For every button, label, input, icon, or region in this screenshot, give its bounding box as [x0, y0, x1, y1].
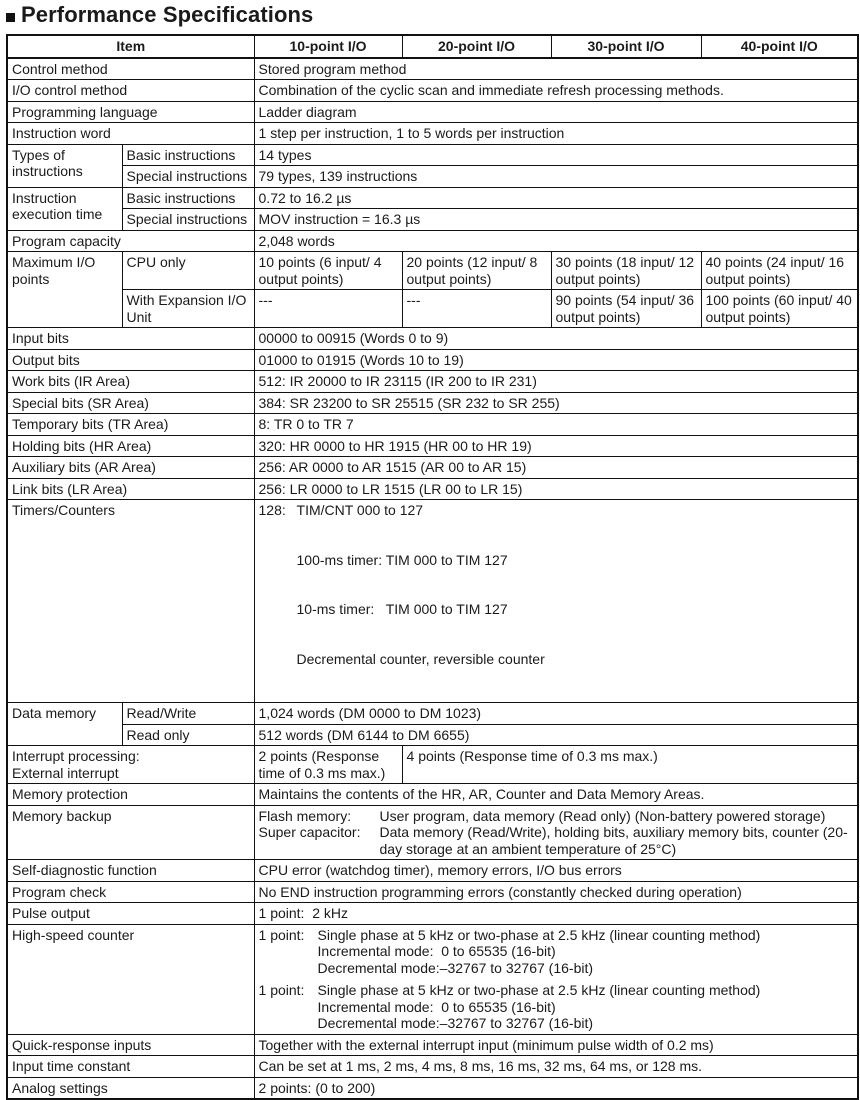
- hsc-line: Decremental mode:–32767 to 32767 (16-bit): [317, 959, 594, 976]
- table-row: [7, 328, 858, 350]
- row-label: Types of instructions: [7, 144, 122, 187]
- table-row: [7, 924, 858, 1034]
- row-label: Work bits (IR Area): [7, 371, 254, 393]
- super-capacitor-label: Super capacitor:: [258, 824, 361, 840]
- row-label: Holding bits (HR Area): [7, 435, 254, 457]
- table-row: [7, 724, 858, 746]
- cell-20-point: 20 points (12 input/ 8 output points): [402, 252, 551, 290]
- row-value: 256: AR 0000 to AR 1515 (AR 00 to AR 15): [254, 457, 858, 479]
- row-label: Output bits: [7, 349, 254, 371]
- hsc-line: Single phase at 5 kHz or two-phase at 2.5 kHz (linear counting method): [317, 926, 761, 943]
- row-label: Maximum I/O points: [7, 252, 122, 328]
- row-label: Instruction word: [7, 123, 254, 145]
- hsc-line: Incremental mode: 0 to 65535 (16-bit): [317, 998, 556, 1015]
- row-value: Stored program method: [254, 58, 858, 80]
- row-value: Maintains the contents of the HR, AR, Counter and Data Memory Areas.: [254, 784, 858, 806]
- table-row: [7, 746, 858, 784]
- row-value: 0.72 to 16.2 µs: [254, 187, 858, 209]
- table-row: [7, 435, 858, 457]
- page-title-text: Performance Specifications: [21, 2, 314, 27]
- cell-40-point: 100 points (60 input/ 40 output points): [701, 290, 858, 328]
- row-value: 512: IR 20000 to IR 23115 (IR 200 to IR 231): [254, 371, 858, 393]
- timers-line: 10-ms timer: TIM 000 to TIM 127: [296, 601, 508, 617]
- row-label: Auxiliary bits (AR Area): [7, 457, 254, 479]
- row-value: 1 point: 2 kHz: [254, 903, 858, 925]
- header-30-point: 30-point I/O: [551, 35, 701, 58]
- row-value: 00000 to 00915 (Words 0 to 9): [254, 328, 858, 350]
- row-sublabel: Read/Write: [122, 703, 254, 725]
- row-value: 384: SR 23200 to SR 25515 (SR 232 to SR 255): [254, 392, 858, 414]
- row-value: [254, 805, 858, 860]
- cell-30-point: 30 points (18 input/ 12 output points): [551, 252, 701, 290]
- row-value: 2,048 words: [254, 230, 858, 252]
- table-row: [7, 1056, 858, 1078]
- flash-memory-value: User program, data memory (Read only) (Non-battery powered storage): [379, 807, 826, 824]
- table-row: [7, 230, 858, 252]
- table-row: [7, 500, 858, 703]
- row-label: Memory backup: [7, 805, 254, 860]
- row-value: CPU error (watchdog timer), memory errors, I/O bus errors: [254, 860, 858, 882]
- table-row: [7, 252, 858, 290]
- row-label: Pulse output: [7, 903, 254, 925]
- row-value: No END instruction programming errors (constantly checked during operation): [254, 881, 858, 903]
- timers-prefix: 128:: [258, 502, 286, 518]
- row-sublabel: Basic instructions: [122, 144, 254, 166]
- row-sublabel: Read only: [122, 724, 254, 746]
- cell-30-point: 90 points (54 input/ 36 output points): [551, 290, 701, 328]
- hsc-block: [259, 927, 854, 977]
- header-10-point: 10-point I/O: [254, 35, 402, 58]
- table-row: [7, 703, 858, 725]
- table-row: [7, 290, 858, 328]
- table-row: [7, 784, 858, 806]
- row-value: 320: HR 0000 to HR 1915 (HR 00 to HR 19): [254, 435, 858, 457]
- table-row: [7, 209, 858, 231]
- row-label: Special bits (SR Area): [7, 392, 254, 414]
- header-40-point: 40-point I/O: [701, 35, 858, 58]
- row-value: [254, 500, 858, 703]
- row-value: Combination of the cyclic scan and immediate refresh processing methods.: [254, 80, 858, 102]
- table-row: [7, 903, 858, 925]
- row-label: Program check: [7, 881, 254, 903]
- timers-line: TIM/CNT 000 to 127: [296, 502, 424, 518]
- hsc-block: [259, 982, 854, 1032]
- row-sublabel: Special instructions: [122, 166, 254, 188]
- super-capacitor-value: Data memory (Read/Write), holding bits, auxiliary memory bits, counter (20-day storage at an ambient temperature of 25°C): [379, 824, 848, 857]
- row-label: Temporary bits (TR Area): [7, 414, 254, 436]
- hsc-prefix: 1 point:: [258, 926, 305, 943]
- cell-40-point: 40 points (24 input/ 16 output points): [701, 252, 858, 290]
- row-sublabel: CPU only: [122, 252, 254, 290]
- cell-20-point: ---: [402, 290, 551, 328]
- row-label: Timers/Counters: [7, 500, 254, 703]
- row-label: Memory protection: [7, 784, 254, 806]
- row-label: Programming language: [7, 101, 254, 123]
- hsc-line: Incremental mode: 0 to 65535 (16-bit): [317, 943, 556, 959]
- page-title: [6, 2, 313, 28]
- row-value: 14 types: [254, 144, 858, 166]
- row-label: Analog settings: [7, 1077, 254, 1099]
- flash-memory-label: Flash memory:: [258, 807, 352, 824]
- header-row: [7, 35, 858, 58]
- row-label: Input time constant: [7, 1056, 254, 1078]
- row-label: Instruction execution time: [7, 187, 122, 230]
- timers-line: Decremental counter, reversible counter: [296, 650, 545, 667]
- table-row: [7, 123, 858, 145]
- table-row: [7, 392, 858, 414]
- hsc-line: Decremental mode:–32767 to 32767 (16-bit): [317, 1015, 594, 1031]
- table-row: [7, 805, 858, 860]
- row-value: 512 words (DM 6144 to DM 6655): [254, 724, 858, 746]
- table-row: [7, 144, 858, 166]
- table-row: [7, 349, 858, 371]
- header-item: Item: [7, 35, 254, 58]
- row-label: [7, 746, 254, 784]
- performance-specifications-table: [6, 34, 859, 1100]
- row-label: Link bits (LR Area): [7, 478, 254, 500]
- row-value: 1 step per instruction, 1 to 5 words per instruction: [254, 123, 858, 145]
- row-value: 256: LR 0000 to LR 1515 (LR 00 to LR 15): [254, 478, 858, 500]
- table-row: [7, 58, 858, 80]
- square-bullet-icon: [6, 13, 15, 22]
- table-row: [7, 478, 858, 500]
- interrupt-label-line: External interrupt: [12, 764, 119, 781]
- table-row: [7, 371, 858, 393]
- timers-line: 100-ms timer: TIM 000 to TIM 127: [296, 551, 508, 568]
- table-row: [7, 80, 858, 102]
- table-row: [7, 166, 858, 188]
- row-value: [254, 924, 858, 1034]
- row-value: 8: TR 0 to TR 7: [254, 414, 858, 436]
- hsc-line: Single phase at 5 kHz or two-phase at 2.5 kHz (linear counting method): [317, 982, 761, 998]
- row-value: 1,024 words (DM 0000 to DM 1023): [254, 703, 858, 725]
- cell-20-40-point: 4 points (Response time of 0.3 ms max.): [402, 746, 858, 784]
- table-row: [7, 187, 858, 209]
- row-value: 79 types, 139 instructions: [254, 166, 858, 188]
- row-value: 01000 to 01915 (Words 10 to 19): [254, 349, 858, 371]
- table-row: [7, 1077, 858, 1099]
- row-label: Input bits: [7, 328, 254, 350]
- row-label: Data memory: [7, 703, 122, 746]
- header-20-point: 20-point I/O: [402, 35, 551, 58]
- table-row: [7, 414, 858, 436]
- row-label: Program capacity: [7, 230, 254, 252]
- interrupt-label-line: Interrupt processing:: [12, 748, 140, 764]
- row-sublabel: With Expansion I/O Unit: [122, 290, 254, 328]
- table-row: [7, 101, 858, 123]
- row-value: Together with the external interrupt input (minimum pulse width of 0.2 ms): [254, 1034, 858, 1056]
- row-value: Ladder diagram: [254, 101, 858, 123]
- table-row: [7, 457, 858, 479]
- cell-10-point: ---: [254, 290, 402, 328]
- row-sublabel: Special instructions: [122, 209, 254, 231]
- table-row: [7, 860, 858, 882]
- table-row: [7, 881, 858, 903]
- row-value: 2 points: (0 to 200): [254, 1077, 858, 1099]
- hsc-prefix: 1 point:: [258, 982, 305, 998]
- row-value: Can be set at 1 ms, 2 ms, 4 ms, 8 ms, 16 ms, 32 ms, 64 ms, or 128 ms.: [254, 1056, 858, 1078]
- row-label: Control method: [7, 58, 254, 80]
- cell-10-point: 2 points (Response time of 0.3 ms max.): [254, 746, 402, 784]
- row-value: MOV instruction = 16.3 µs: [254, 209, 858, 231]
- table-row: [7, 1034, 858, 1056]
- row-sublabel: Basic instructions: [122, 187, 254, 209]
- cell-10-point: 10 points (6 input/ 4 output points): [254, 252, 402, 290]
- row-label: High-speed counter: [7, 924, 254, 1034]
- row-label: I/O control method: [7, 80, 254, 102]
- row-label: Self-diagnostic function: [7, 860, 254, 882]
- row-label: Quick-response inputs: [7, 1034, 254, 1056]
